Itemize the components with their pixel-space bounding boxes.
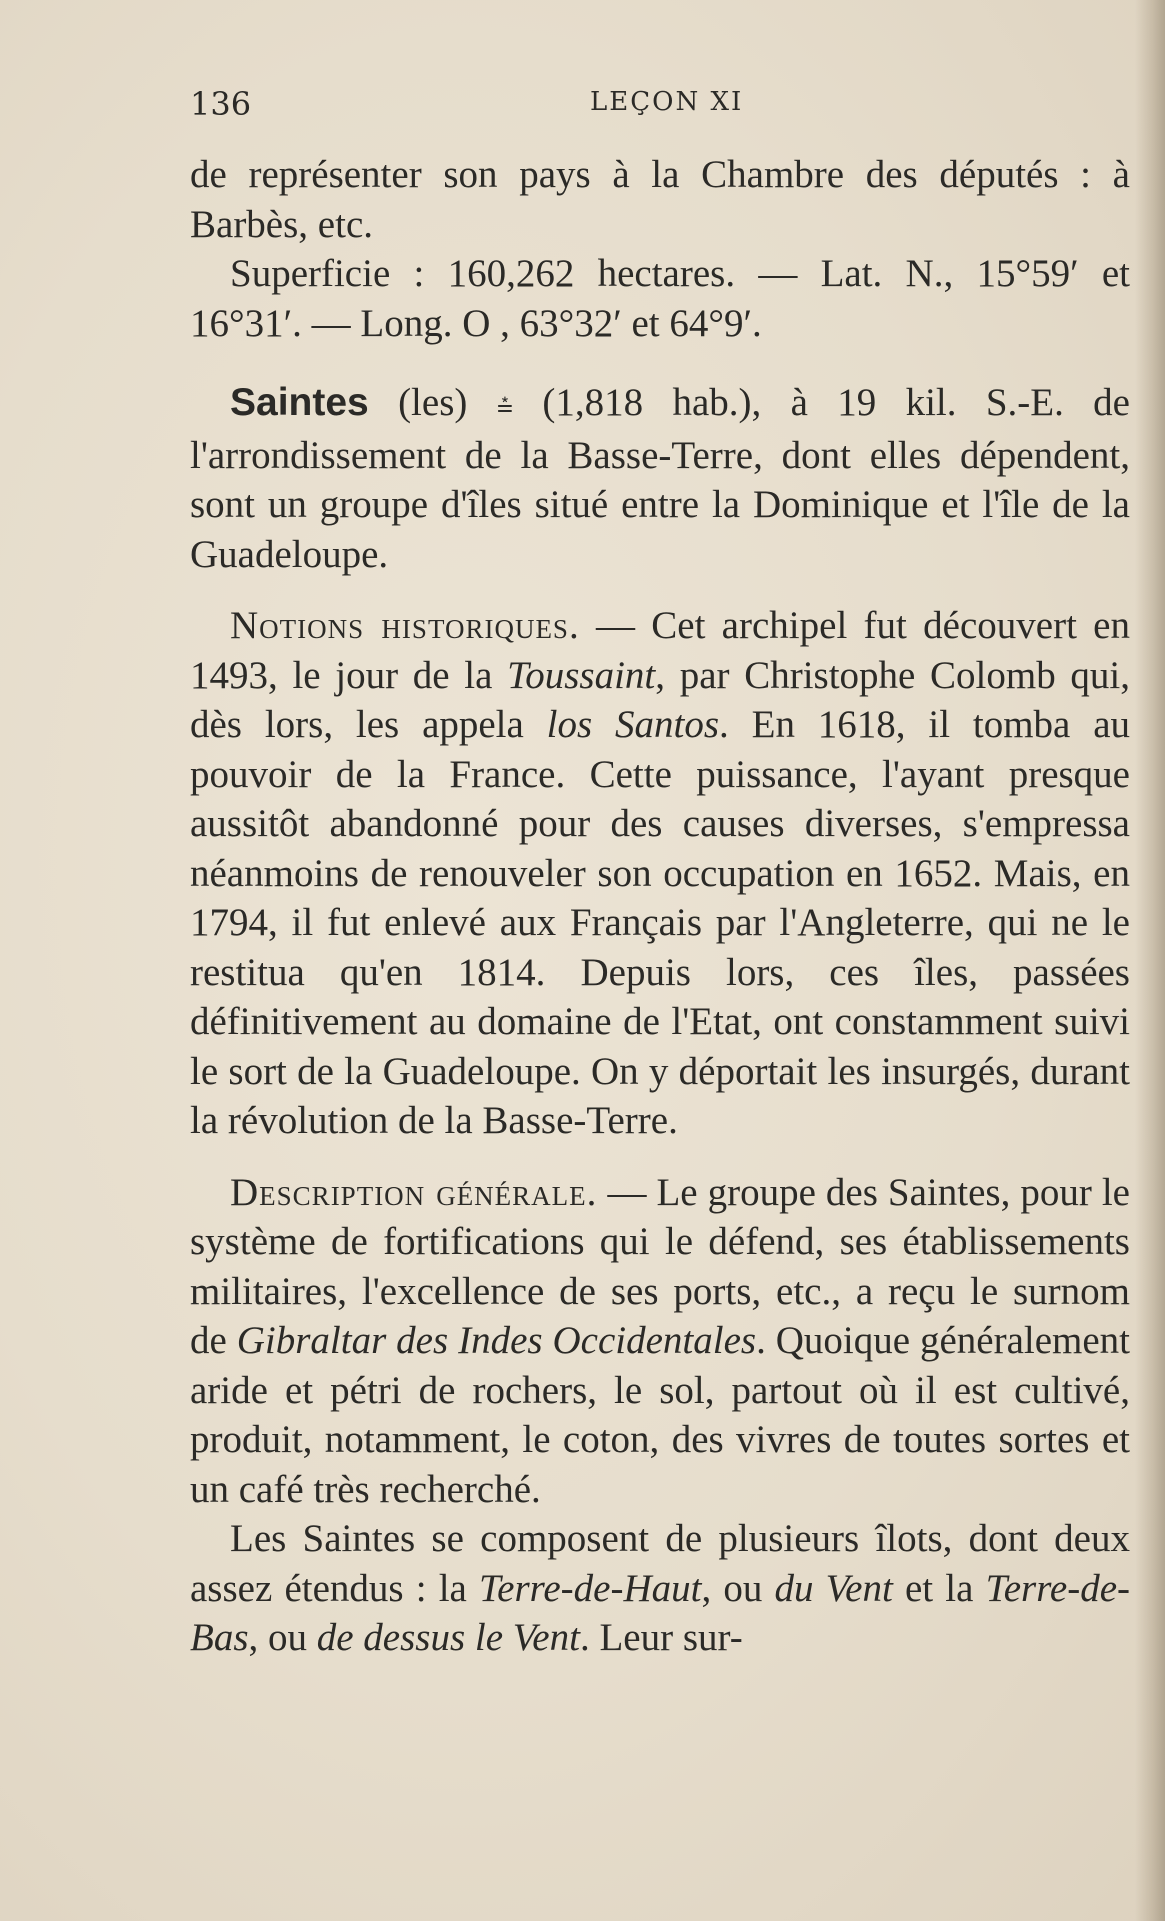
canton-symbol-icon: ⩮ [496,389,514,422]
section-heading: Notions historiques. [230,604,580,647]
paragraph-notions-historiques: Notions historiques. — Cet archipel fut découvert en 1493, le jour de la Toussaint, par Christophe Colomb qui, dès lors, les appela los Santos. En 1618, il tomba au pouvoir de la France. Cette puissance, l'ayant presque aussitôt abandonné pour des causes diverses, s'empressa néanmoins de renouveler son occupation en 1652. Mais, en 1794, il fut enlevé aux Français par l'Angleterre, qui ne le restitua qu'en 1814. Depuis lors, ces îles, passées définitivement au domaine de l'Etat, ont constamment suivi le sort de la Guadeloupe. On y déportait les insurgés, durant la révolution de la Basse-Terre. [190,604,1131,1142]
page-number: 136 [190,85,252,123]
running-head: LEÇON XI [590,87,744,117]
page-edge-shadow [1135,0,1165,1921]
body-text [190,150,1130,1663]
paragraph-saintes: Saintes (les) ⩮ (1,818 hab.), à 19 kil. S.-E. de l'arrondissement de la Basse-Terre, dont elles dépendent, sont un groupe d'îles situé entre la Dominique et l'île de la Guadeloupe. [190,381,1130,576]
paragraph-superficie: Superficie : 160,262 hectares. — Lat. N., 15°59′ et 16°31′. — Long. O , 63°32′ et 64°9′. [190,252,1130,345]
paragraph-continuation: de représenter son pays à la Chambre des députés : à Barbès, etc. [190,153,1130,246]
page-header [190,85,1140,125]
entry-name: Saintes [230,381,369,424]
paragraph-composition: Les Saintes se composent de plusieurs îlots, dont deux assez étendus : la Terre-de-Haut, ou du Vent et la Terre-de-Bas, ou de dessus le Vent. Leur sur- [190,1517,1131,1659]
paragraph-description-generale: Description générale. — Le groupe des Saintes, pour le système de fortifications qui le défend, ses établissements militaires, l'excellence de ses ports, etc., a reçu le surnom de Gibraltar des Indes Occidentales. Quoique généralement aride et pétri de rochers, le sol, partout où il est cultivé, produit, notamment, le coton, des vivres de toutes sortes et un café très recherché. [190,1170,1130,1511]
section-heading: Description générale. [230,1170,598,1214]
